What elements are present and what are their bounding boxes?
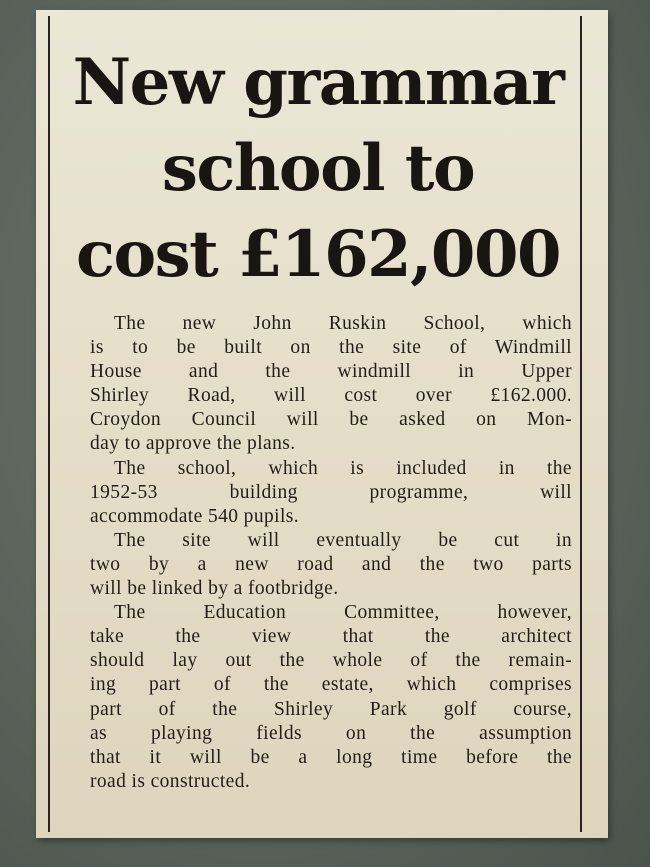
- article-line: will be linked by a footbridge.: [90, 578, 339, 600]
- headline: [64, 40, 572, 298]
- article-line: House and the windmill in Upper: [90, 361, 572, 383]
- article-line: that it will be a long time before the: [90, 746, 572, 768]
- headline-line: cost £162,000: [75, 217, 561, 292]
- article-paragraph: [66, 312, 572, 457]
- article-line: The Education Committee, however,: [114, 602, 572, 624]
- article-line: is to be built on the site of Windmill: [90, 337, 572, 359]
- article-line: Shirley Road, will cost over £162.000.: [90, 385, 572, 407]
- article-line: should lay out the whole of the remain-: [90, 650, 572, 672]
- article-paragraph: [66, 529, 572, 601]
- article-line: as playing fields on the assumption: [90, 722, 572, 744]
- article-body: [66, 312, 572, 794]
- article-line: Croydon Council will be asked on Mon-: [90, 409, 572, 431]
- newspaper-clipping: [36, 10, 608, 838]
- article-line: day to approve the plans.: [90, 433, 296, 455]
- article-line: The site will eventually be cut in: [114, 529, 572, 551]
- article-line: take the view that the architect: [90, 626, 572, 648]
- article-line: ing part of the estate, which comprises: [90, 674, 572, 696]
- headline-line: school to: [161, 131, 475, 206]
- article-line: road is constructed.: [90, 770, 251, 792]
- headline-line: New grammar: [72, 45, 564, 120]
- article-line: 1952-53 building programme, will: [90, 481, 572, 503]
- article-line: The new John Ruskin School, which: [114, 313, 572, 334]
- article-line: The school, which is included in the: [114, 457, 572, 479]
- article-line: two by a new road and the two parts: [90, 553, 572, 575]
- article-paragraph: [66, 601, 572, 794]
- article-paragraph: [66, 457, 572, 529]
- column-rule-right: [580, 16, 582, 832]
- column-rule-left: [48, 16, 50, 832]
- article-line: part of the Shirley Park golf course,: [90, 698, 572, 720]
- article-line: accommodate 540 pupils.: [90, 505, 300, 527]
